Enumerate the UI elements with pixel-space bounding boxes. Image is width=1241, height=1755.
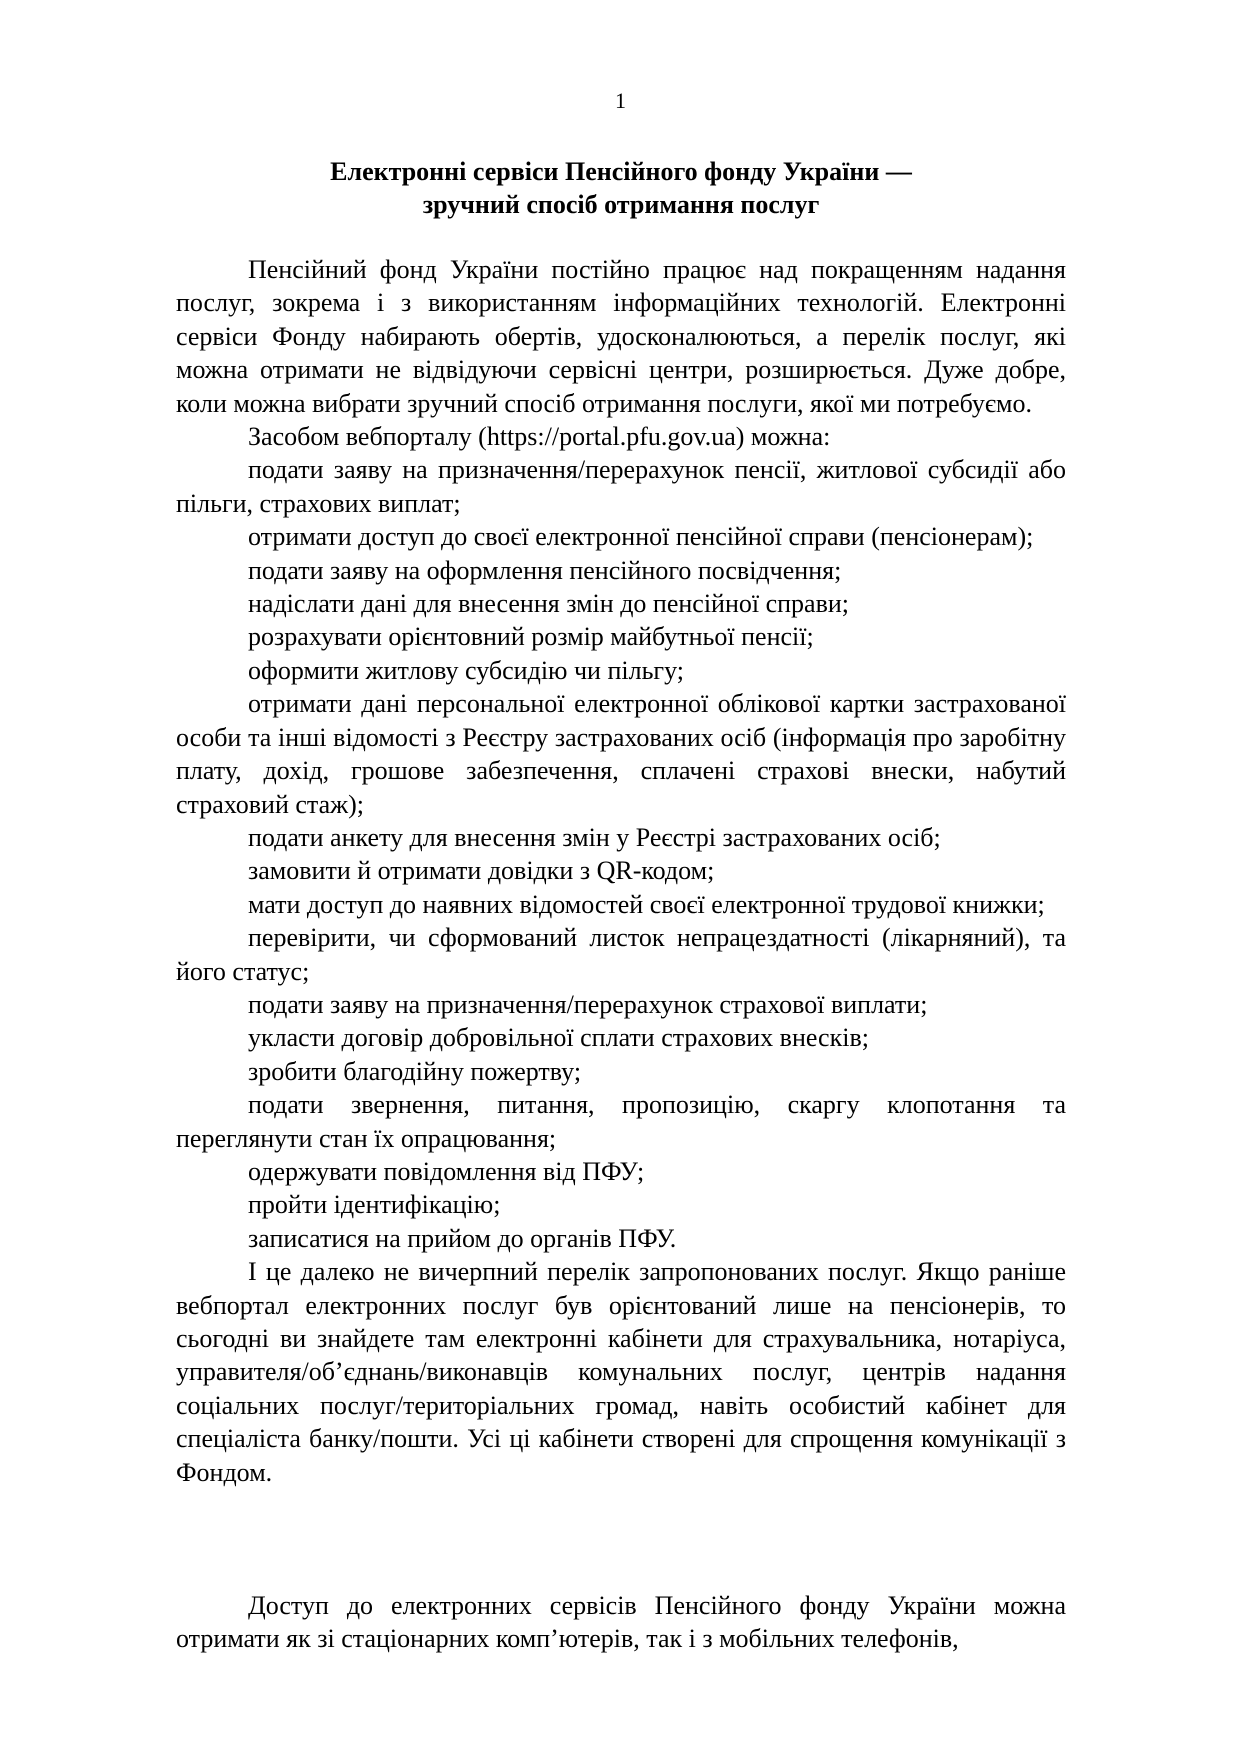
service-list-item: оформити житлову субсидію чи пільгу; <box>248 655 684 685</box>
service-list-item: перевірити, чи сформований листок непрацездатності (лікарняний), та його статус; <box>176 923 1066 986</box>
service-list-item: одержувати повідомлення від ПФУ; <box>248 1156 645 1186</box>
service-list-item: подати заяву на призначення/перерахунок пенсії, житлової субсидії або пільги, страхових виплат; <box>176 455 1066 518</box>
title-line-1: Електронні сервіси Пенсійного фонду України — <box>330 157 912 186</box>
service-list-item: подати анкету для внесення змін у Реєстрі застрахованих осіб; <box>248 822 941 852</box>
title-line-2: зручний спосіб отримання послуг <box>422 190 820 219</box>
document-body <box>176 253 1066 1656</box>
intro-paragraph: Пенсійний фонд України постійно працює над покращенням надання послуг, зокрема і з використанням інформаційних технологій. Електронні сервіси Фонду набирають обертів, удосконалюються, а перелік послуг, які можна отримати не відвідуючи сервісні центри, розширюється. Дуже добре, коли можна вибрати зручний спосіб отримання послуги, якої ми потребуємо. <box>176 255 1066 418</box>
service-list-item: надіслати дані для внесення змін до пенсійної справи; <box>248 589 850 619</box>
portal-lead-paragraph: Засобом вебпорталу (https://portal.pfu.gov.ua) можна: <box>248 422 831 452</box>
service-list-item: розрахувати орієнтовний розмір майбутньої пенсії; <box>248 622 814 652</box>
service-list-item: отримати дані персональної електронної облікової картки застрахованої особи та інші відомості з Реєстру застрахованих осіб (інформація про заробітну плату, дохід, грошове забезпечення, сплачені страхові внески, набутий страховий стаж); <box>176 689 1066 819</box>
summary-paragraph: І це далеко не вичерпний перелік запропонованих послуг. Якщо раніше вебпортал електронних послуг був орієнтований лише на пенсіонерів, то сьогодні ви знайдете там електронні кабінети для страхувальника, нотаріуса, управителя/об’єднань/виконавців комунальних послуг, центрів надання соціальних послуг/територіальних громад, навіть особистий кабінет для спеціаліста банку/пошти. Усі ці кабінети створені для спрощення комунікації з Фондом. <box>176 1257 1066 1487</box>
service-list-item: отримати доступ до своєї електронної пенсійної справи (пенсіонерам); <box>248 522 1034 552</box>
service-list-item: зробити благодійну пожертву; <box>248 1056 582 1086</box>
service-list-item: подати заяву на оформлення пенсійного посвідчення; <box>248 555 842 585</box>
page-number: 1 <box>615 88 626 113</box>
service-list-item: подати заяву на призначення/перерахунок страхової виплати; <box>248 989 928 1019</box>
paragraph-gap <box>176 1489 1066 1589</box>
service-list-item: пройти ідентифікацію; <box>248 1190 501 1220</box>
service-list-item: замовити й отримати довідки з QR-кодом; <box>248 856 715 886</box>
service-list-item: мати доступ до наявних відомостей своєї електронної трудової книжки; <box>248 889 1045 919</box>
access-paragraph: Доступ до електронних сервісів Пенсійного фонду України можна отримати як зі стаціонарних комп’ютерів, так і з мобільних телефонів, <box>176 1591 1066 1654</box>
service-list-item: подати звернення, питання, пропозицію, скаргу клопотання та переглянути стан їх опрацювання; <box>176 1090 1066 1153</box>
document-title <box>176 155 1066 221</box>
service-list-item: укласти договір добровільної сплати страхових внесків; <box>248 1023 869 1053</box>
service-list-item: записатися на прийом до органів ПФУ. <box>248 1223 677 1253</box>
